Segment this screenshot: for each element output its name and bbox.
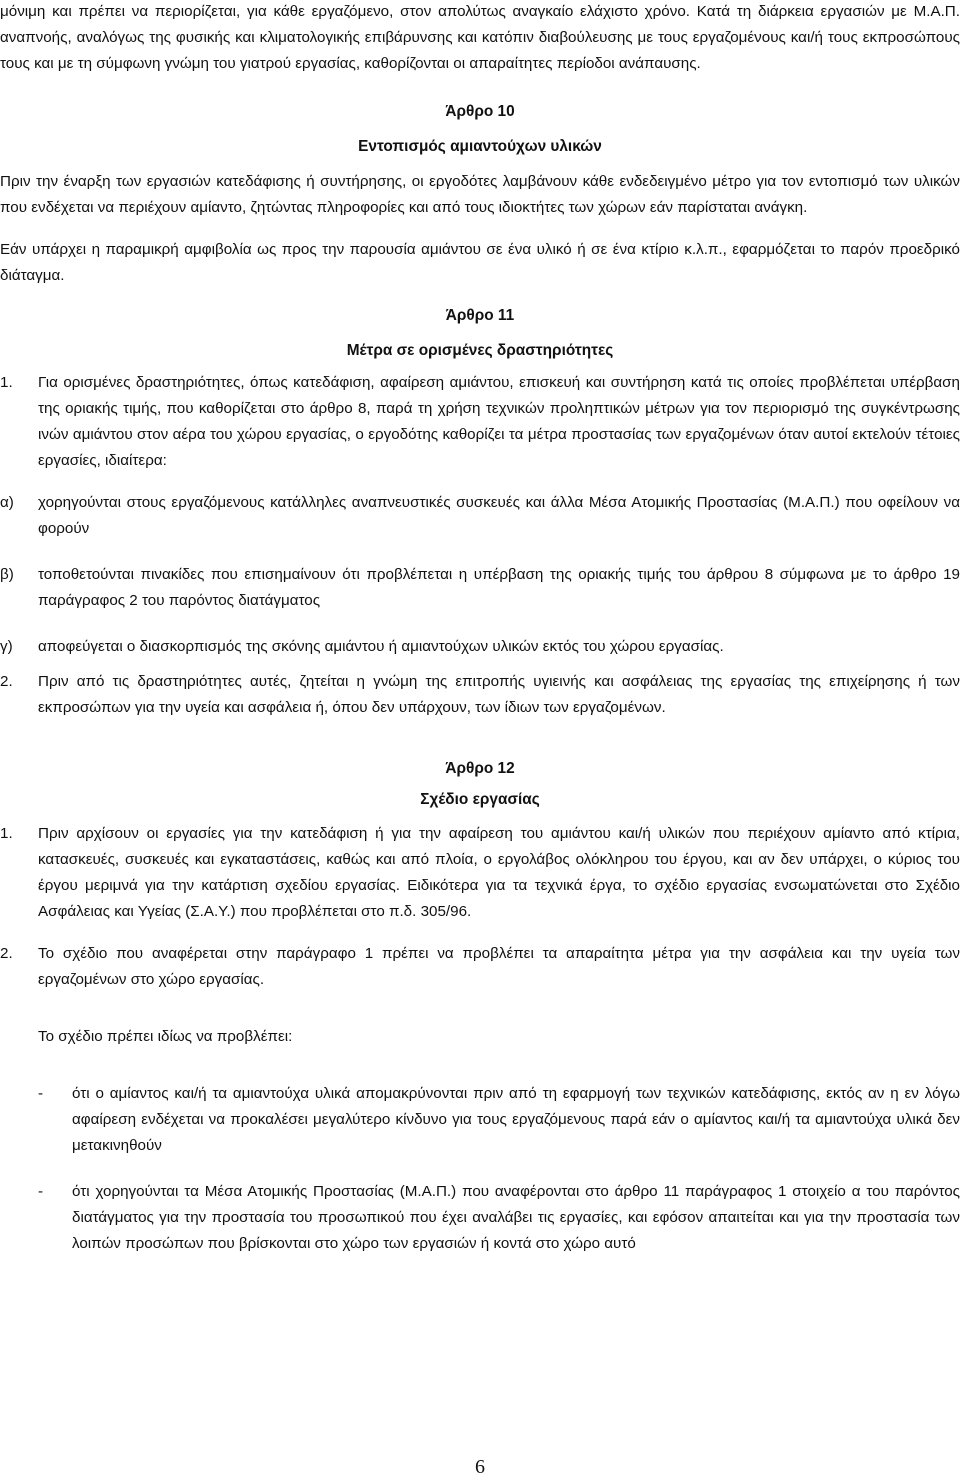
sub-item-label: γ): [0, 638, 13, 655]
article-11-item-1: [0, 370, 960, 474]
sub-item-label: α): [0, 494, 14, 511]
sub-item-label: β): [0, 566, 14, 583]
sub-item-text: τοποθετούνται πινακίδες που επισημαίνουν ότι προβλέπεται η υπέρβαση της οριακής τιμής του άρθρου 8 σύμφωνα με το άρθρο 19 παράγραφος 2 του παρόντος διατάγματος: [38, 566, 960, 609]
item-text: Πριν αρχίσουν οι εργασίες για την κατεδάφιση ή για την αφαίρεση του αμιάντου και/ή υλικών που περιέχουν αμίαντο από κτίρια, κατασκευές, συσκευές και εγκαταστάσεις, καθώς και από πλοία, ο εργολάβος ολόκληρου του έργου, και αν δεν υπάρχει, ο κύριος του έργου μεριμνά για την κατάρτιση σχεδίου εργασίας. Ειδικότερα για τα τεχνικά έργα, το σχέδιο εργασίας ενσωματώνεται στο Σχέδιο Ασφάλειας και Υγείας (Σ.Α.Υ.) που προβλέπεται στο π.δ. 305/96.: [38, 825, 960, 920]
page-number: 6: [475, 1456, 485, 1478]
article-12-item-1: [0, 821, 960, 925]
sub-item-text: χορηγούνται στους εργαζόμενους κατάλληλες αναπνευστικές συσκευές και άλλα Μέσα Ατομικής Προστασίας (Μ.Α.Π.) που οφείλουν να φορούν: [38, 494, 960, 537]
article-11-sub-item-c: [0, 634, 960, 660]
article-12-provides: Το σχέδιο πρέπει ιδίως να προβλέπει:: [38, 1028, 293, 1046]
article-11-sub-item-a: [0, 490, 960, 542]
article-10-paragraph-2: Εάν υπάρχει η παραμικρή αμφιβολία ως προς την παρουσία αμιάντου σε ένα υλικό ή σε ένα κτίριο κ.λ.π., εφαρμόζεται το παρόν προεδρικό διάταγμα.: [0, 241, 960, 284]
article-10-title: Εντοπισμός αμιαντούχων υλικών: [358, 138, 602, 155]
item-number: 2.: [0, 673, 13, 690]
article-11-item-2: [0, 669, 960, 721]
article-12-dash-item-1: [38, 1081, 960, 1159]
dash-marker: -: [38, 1085, 44, 1103]
item-number: 1.: [0, 825, 13, 842]
item-number: 2.: [0, 945, 13, 962]
sub-item-text: αποφεύγεται ο διασκορπισμός της σκόνης αμιάντου ή αμιαντούχων υλικών εκτός του χώρου εργασίας.: [38, 638, 724, 655]
article-11-number: Άρθρο 11: [445, 307, 515, 324]
article-12-title: Σχέδιο εργασίας: [420, 791, 540, 808]
item-text: Το σχέδιο που αναφέρεται στην παράγραφο 1 πρέπει να προβλέπει τα απαραίτητα μέτρα για την ασφάλεια και την υγεία των εργαζομένων στο χώρο εργασίας.: [38, 945, 960, 988]
dash-item-text: ότι χορηγούνται τα Μέσα Ατομικής Προστασίας (Μ.Α.Π.) που αναφέρονται στο άρθρο 11 παράγραφος 1 στοιχείο α του παρόντος διατάγματος για την προστασία του προσωπικού που έχει αναλάβει τις εργασίες, και εφόσον απαιτείται και για την προστασία των λοιπών προσώπων που βρίσκονται στο χώρο των εργασιών ή κοντά στο χώρο αυτό: [72, 1183, 960, 1253]
intro-paragraph: μόνιμη και πρέπει να περιορίζεται, για κάθε εργαζόμενο, στον απολύτως αναγκαίο ελάχιστο χρόνο. Κατά τη διάρκεια εργασιών με Μ.Α.Π. αναπνοής, αναλόγως της φυσικής και κλιματολογικής επιβάρυνσης και κατόπιν διαβούλευσης με τους εργαζομένους και/ή τους εκπροσώπους τους και με τη σύμφωνη γνώμη του γιατρού εργασίας, καθορίζονται οι απαραίτητες περίοδοι ανάπαυσης.: [0, 3, 960, 72]
article-11-title: Μέτρα σε ορισμένες δραστηριότητες: [346, 342, 614, 359]
article-12-dash-item-2: [38, 1179, 960, 1257]
item-number: 1.: [0, 374, 13, 391]
dash-item-text: ότι ο αμίαντος και/ή τα αμιαντούχα υλικά απομακρύνονται πριν από τη εφαρμογή των τεχνικών κατεδάφισης, εκτός αν η εν λόγω αφαίρεση ενδέχεται να προκαλέσει μεγαλύτερο κίνδυνο για τους εργαζόμενους παρά εάν ο αμίαντος και/ή τα αμιαντούχα υλικά δεν μετακινηθούν: [72, 1085, 960, 1155]
article-12-number: Άρθρο 12: [445, 760, 515, 777]
article-11-sub-item-b: [0, 562, 960, 614]
article-10-paragraph-1: Πριν την έναρξη των εργασιών κατεδάφισης ή συντήρησης, οι εργοδότες λαμβάνουν κάθε ενδεδειγμένο μέτρο για τον εντοπισμό των υλικών που ενδέχεται να περιέχουν αμίαντο, ζητώντας πληροφορίες και από τους ιδιοκτήτες των χώρων εάν παρίσταται ανάγκη.: [0, 173, 960, 216]
article-10-number: Άρθρο 10: [445, 103, 515, 120]
dash-marker: -: [38, 1183, 44, 1201]
item-text: Για ορισμένες δραστηριότητες, όπως κατεδάφιση, αφαίρεση αμιάντου, επισκευή και συντήρηση κατά τις οποίες προβλέπεται υπέρβαση της οριακής τιμής, που καθορίζεται στο άρθρο 8, παρά τη χρήση τεχνικών προληπτικών μέτρων για τον περιορισμό της συγκέντρωσης ινών αμιάντου στον αέρα του χώρου εργασίας, ο εργοδότης καθορίζει τα μέτρα προστασίας των εργαζομένων όταν αυτοί εκτελούν τέτοιες εργασίες, ιδιαίτερα:: [38, 374, 960, 469]
article-12-item-2: [0, 941, 960, 993]
item-text: Πριν από τις δραστηριότητες αυτές, ζητείται η γνώμη της επιτροπής υγιεινής και ασφάλειας της εργασίας της επιχείρησης ή των εκπροσώπων για την υγεία και ασφάλεια ή, όπου δεν υπάρχουν, των ίδιων των εργαζομένων.: [38, 673, 960, 716]
